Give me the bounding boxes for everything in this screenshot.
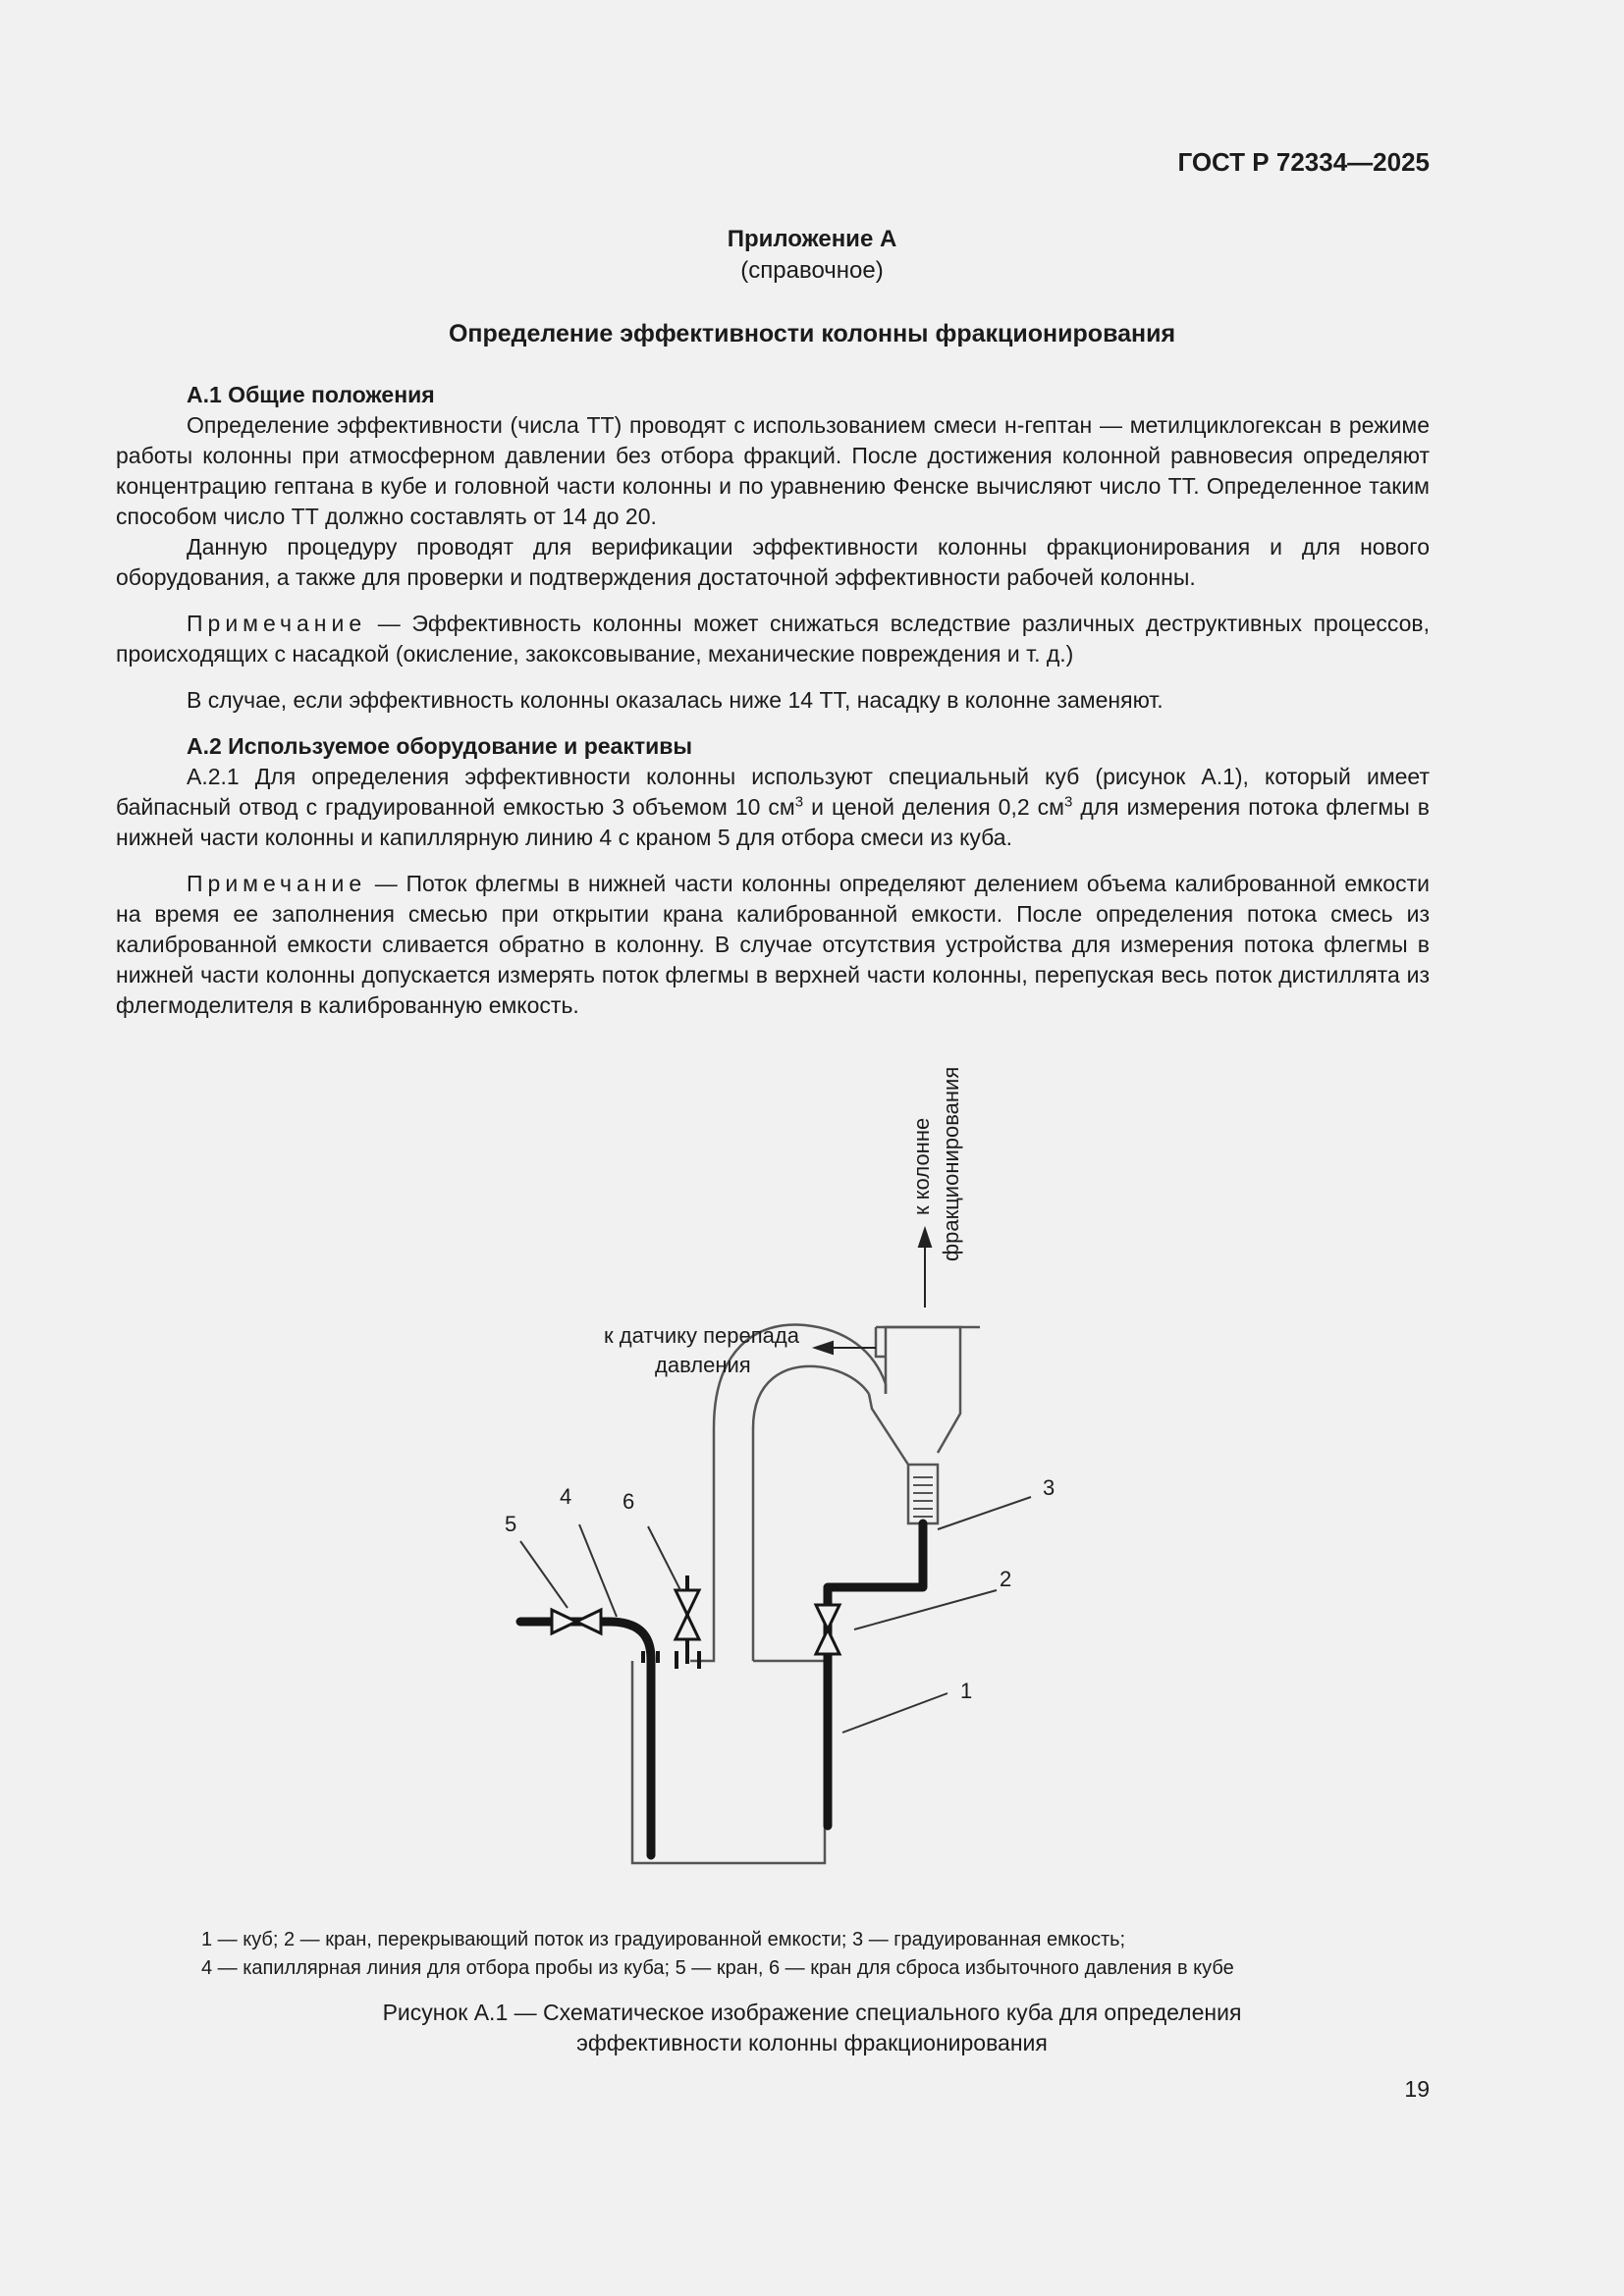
valve-2-icon [816,1605,839,1654]
section-a2-heading: А.2 Используемое оборудование и реактивы [187,733,693,759]
callout-6: 6 [623,1489,635,1514]
note-label: Примечание [187,611,367,636]
drain-line [828,1523,923,1826]
paragraph-a21 [116,762,1430,853]
appendix-subtitle: (справочное) [740,257,884,284]
text-run: и ценой деления 0,2 см [803,794,1064,820]
note-text: — Эффективность колонны может снижаться вследствие различных деструктивных процессов, происходящих с насадкой (окисление, закоксовывание, механические повреждения и т. д.) [116,611,1430,667]
body-text [116,380,1430,1021]
legend-line: 1 — куб; 2 — кран, перекрывающий поток из градуированной емкости; 3 — градуированная емкость; [201,1929,1126,1950]
caption-line: эффективности колонны фракционирования [576,2030,1048,2056]
text-run: А.2.1 Для определения эффективности колонны используют специальный куб (рисунок А.1), который имеет байпасный отвод с градуированной емкостью 3 объемом 10 см [116,764,1430,820]
pressure-port [876,1327,886,1357]
note [116,609,1430,669]
label-sensor-line2: давления [655,1353,751,1377]
column-head [886,1327,960,1453]
callout-3: 3 [1043,1475,1056,1500]
valve-5-icon [552,1610,601,1633]
callout-2: 2 [1000,1567,1012,1591]
paragraph: Определение эффективности (числа ТТ) проводят с использованием смеси н-гептан — метилциклогексан в режиме работы колонны при атмосферном давлении без отбора фракций. После достижения колонной равновесия определяют концентрацию гептана в кубе и головной части колонны и по уравнению Фенске вычисляют число ТТ. Определенное таким способом число ТТ должно составлять от 14 до 20. [116,412,1430,529]
superscript: 3 [1063,793,1073,811]
page-number: 19 [1404,2076,1430,2102]
label-column-line2: фракционирования [939,1066,963,1261]
figure-a1-diagram [0,1041,1624,1904]
callout-1: 1 [960,1679,973,1703]
caption-line: Рисунок А.1 — Схематическое изображение специального куба для определения [382,2000,1242,2025]
note [116,869,1430,1021]
section-a1-heading: А.1 Общие положения [187,382,435,407]
label-sensor-line1: к датчику перепада [604,1323,799,1348]
document-title: Определение эффективности колонны фракционирования [448,320,1176,347]
figure-legend [201,1926,1336,1983]
graduation-marks [913,1477,933,1517]
funnel-left [869,1394,908,1465]
superscript: 3 [794,793,804,811]
vapour-tube-inner [753,1366,869,1661]
callout-5: 5 [505,1512,517,1536]
paragraph: Данную процедуру проводят для верификации эффективности колонны фракционирования и для нового оборудования, а также для проверки и подтверждения достаточной эффективности рабочей колонны. [116,534,1430,590]
note-label: Примечание [187,871,367,896]
note-text: — Поток флегмы в нижней части колонны определяют делением объема калиброванной емкости на время ее заполнения смесью при открытии крана калиброванной емкости. После определения потока смесь из калиброванной емкости сливается обратно в колонну. В случае отсутствия устройства для измерения потока флегмы в нижней части колонны допускается измерять поток флегмы в верхней части колонны, перепуская весь поток дистиллята из флегмоделителя в калиброванную емкость. [116,871,1430,1018]
paragraph: В случае, если эффективность колонны оказалась ниже 14 ТТ, насадку в колонне заменяют. [187,687,1164,713]
callout-4: 4 [560,1484,572,1509]
flask-outline [632,1661,825,1863]
figure-caption [0,1998,1624,2058]
appendix-title: Приложение А [727,226,897,252]
label-column-line1: к колонне [909,1117,934,1215]
text-run: для измерения потока флегмы в нижней части колонны и капиллярную линию 4 с краном 5 для отбора смеси из куба. [116,794,1430,850]
legend-line: 4 — капиллярная линия для отбора пробы из куба; 5 — кран, 6 — кран для сброса избыточного давления в кубе [201,1957,1234,1979]
arrows [815,1229,931,1354]
standard-number: ГОСТ Р 72334—2025 [1177,147,1430,177]
